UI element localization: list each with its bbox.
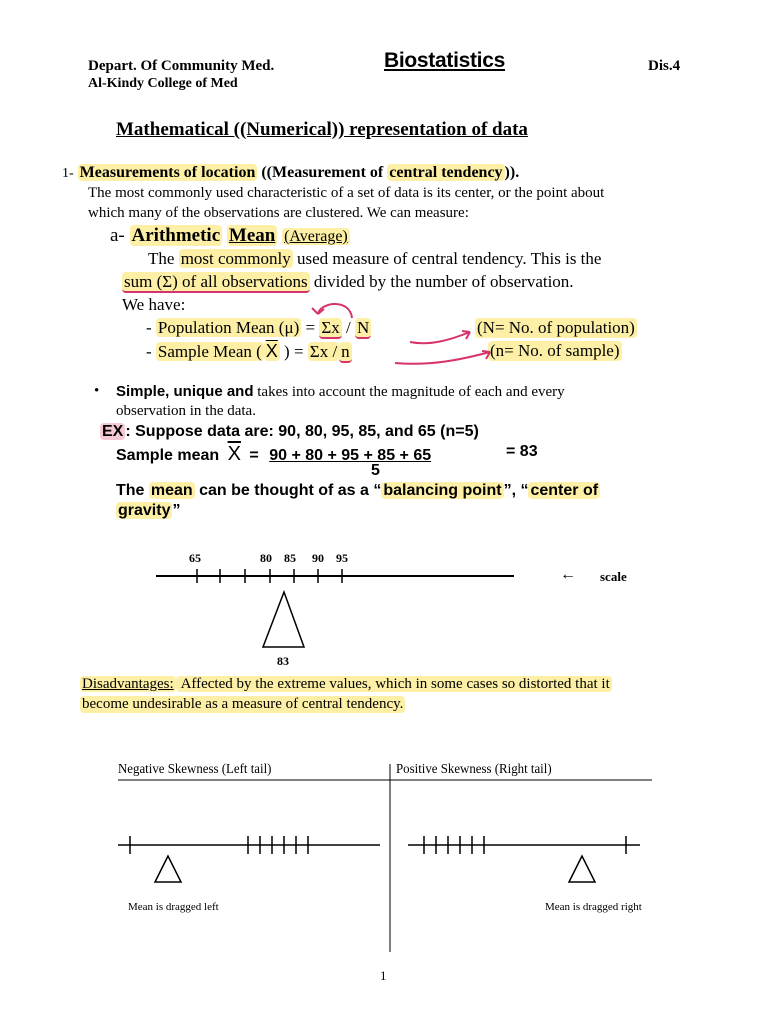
mean-word: Mean [228,225,276,246]
numerator: 90 + 80 + 95 + 85 + 65 [269,447,432,464]
bp-center-of: center of [530,482,599,499]
result: = 83 [506,443,538,460]
bullet-line-2: observation in the data. [116,403,256,419]
bullet-bold: Simple, unique and [116,383,254,400]
bp-mean: mean [150,482,193,499]
sample-note: (n= No. of sample) [490,341,620,360]
disadvantages-line-2: become undesirable as a measure of central tendency. [82,696,404,712]
scale-label-90: 90 [312,551,324,565]
section-number: 1- [62,166,74,181]
negative-skew-title: Negative Skewness (Left tail) [118,762,272,777]
page-title: Mathematical ((Numerical)) representation of data [116,119,528,140]
positive-skew-title: Positive Skewness (Right tail) [396,762,552,777]
l1-most-commonly: most commonly [180,249,291,268]
heading-central-tendency: central tendency [389,164,503,181]
bp-gravity: gravity [118,502,171,519]
l2b: divided by the number of observation. [309,272,574,291]
l2-sum-observations: sum (Σ) of all observations [124,272,308,291]
equals: = [249,447,259,464]
l1a: The [148,249,179,268]
bp-balancing-point: balancing point [383,482,502,499]
xbar-symbol: $\overline{X}$ [227,443,241,465]
intro-line-1: The most commonly used characteristic of a set of data is its center, or the point about [88,185,605,201]
pop-a: - [146,318,156,337]
positive-fulcrum [569,856,595,882]
fulcrum-label: 83 [277,654,289,668]
college-name: Al-Kindy College of Med [88,76,238,91]
samp-label: Sample Mean ( [157,342,262,361]
negative-caption: Mean is dragged left [128,901,219,913]
bullet-rest: takes into account the magnitude of each and every [253,384,565,400]
bullet-symbol: • [94,383,100,399]
scale-label-65: 65 [189,551,201,565]
ex-label: EX [102,423,124,440]
ex-colon: : [125,423,131,440]
negative-fulcrum [155,856,181,882]
samp-xbar: $\overline{X}$ [265,341,278,361]
samp-a: - [146,342,156,361]
bp-c: can be thought of as a “ [194,482,382,499]
mean-arith: Arithmetic [131,225,221,246]
sample-mean-label: Sample mean [116,447,220,464]
scale-label-85: 85 [284,551,296,565]
l1c: used measure of central tendency. This is the [292,249,602,268]
we-have: We have: [122,295,186,314]
disadvantages-text-1: Affected by the extreme values, which in some cases so distorted that it [177,676,610,692]
bp-h: ” [172,502,181,519]
population-note: (N= No. of population) [477,318,635,337]
scale-label-80: 80 [260,551,272,565]
mean-average: (Average) [284,228,348,245]
bp-a: The [116,482,149,499]
ex-text: Suppose data are: 90, 80, 95, 85, and 65 (n=5) [130,423,479,440]
heading-location: Measurements of location [79,164,256,181]
samp-c: ) = [279,342,308,361]
pop-sigma: Σx [321,318,340,337]
pop-label: Population Mean (μ) [157,318,300,337]
left-arrow-icon: ← [560,566,576,583]
mean-prefix: a- [110,225,130,246]
department-name: Depart. Of Community Med. [88,58,275,74]
heading-part: ((Measurement of [257,164,388,181]
disadvantages-label: Disadvantages: [82,676,174,692]
subject-title: Biostatistics [384,49,505,72]
bp-e: ”, “ [503,482,529,499]
pop-e: / [341,318,355,337]
samp-sigma: Σx / [309,342,338,361]
heading-end: )). [504,164,520,181]
scale-label-95: 95 [336,551,348,565]
samp-n: n [341,342,350,361]
page-number: 1 [380,968,387,983]
pop-n: N [356,318,370,337]
document-code: Dis.4 [648,58,681,74]
intro-line-2: which many of the observations are clustered. We can measure: [88,205,469,221]
scale-label: scale [600,569,627,584]
positive-caption: Mean is dragged right [545,901,642,913]
pop-c: = [301,318,320,337]
denominator: 5 [371,462,380,479]
